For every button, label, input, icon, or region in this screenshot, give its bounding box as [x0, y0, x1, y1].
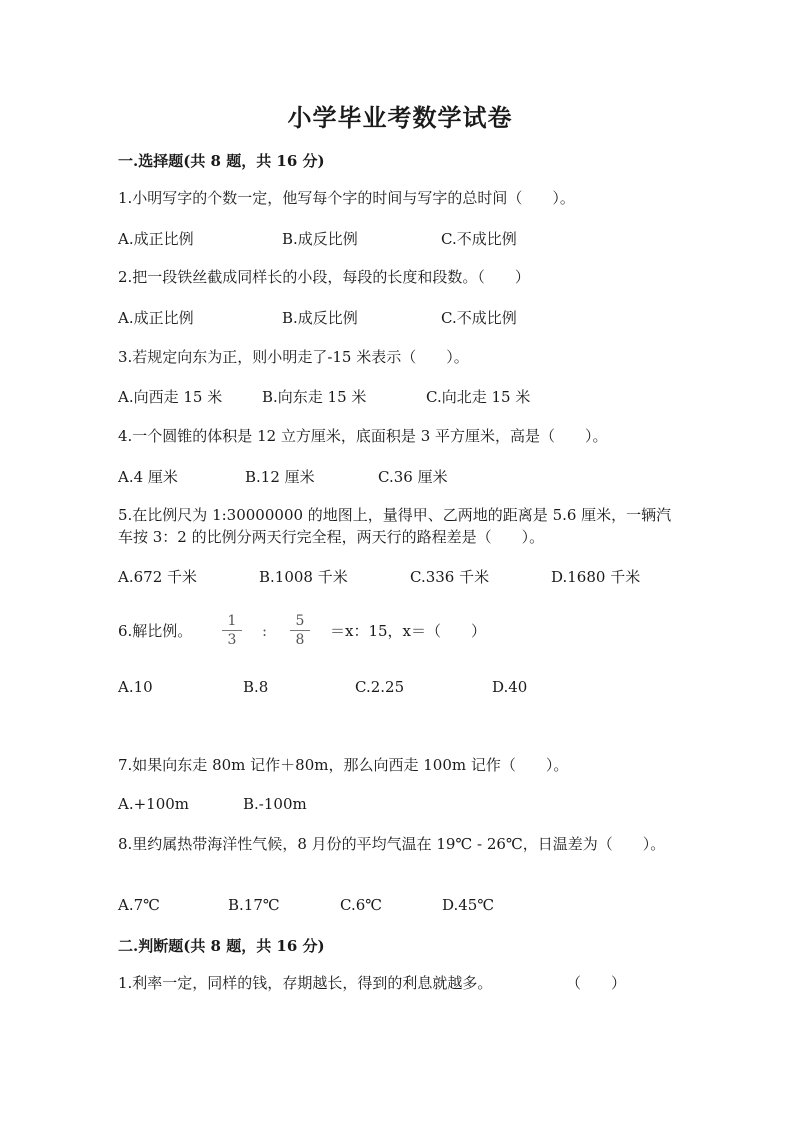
option-8b: B.17℃: [228, 896, 280, 914]
question-1: 1.小明写字的个数一定，他写每个字的时间与写字的总时间（ ）。: [118, 189, 575, 207]
option-5a: A.672 千米: [118, 568, 197, 586]
option-8c: C.6℃: [340, 896, 383, 914]
question-2: 2.把一段铁丝截成同样长的小段，每段的长度和段数。（ ）: [118, 268, 530, 286]
option-4c: C.36 厘米: [378, 468, 448, 486]
option-5c: C.336 千米: [410, 568, 490, 586]
fraction-five-eighths: [290, 612, 310, 649]
option-5d: D.1680 千米: [551, 568, 641, 586]
ratio-colon: :: [262, 622, 268, 640]
option-8a: A.7℃: [118, 896, 160, 914]
option-6b: B.8: [243, 678, 269, 696]
option-4a: A.4 厘米: [118, 468, 178, 486]
question-7: 7.如果向东走 80m 记作＋80m，那么向西走 100m 记作（ ）。: [118, 756, 569, 774]
fraction-denominator: 8: [295, 632, 305, 648]
judge-question-1: 1.利率一定，同样的钱，存期越长，得到的利息就越多。: [118, 974, 493, 992]
option-3c: C.向北走 15 米: [426, 388, 531, 406]
question-6: 6.解比例。: [118, 622, 193, 640]
option-1a: A.成正比例: [118, 230, 194, 248]
section-heading-choice: 一.选择题(共 8 题，共 16 分): [118, 152, 325, 170]
answer-parentheses: （ ）: [566, 974, 627, 992]
option-3a: A.向西走 15 米: [118, 388, 223, 406]
question-8: 8.里约属热带海洋性气候，8 月份的平均气温在 19℃ - 26℃，日温差为（ ）。: [118, 835, 666, 853]
option-4b: B.12 厘米: [245, 468, 315, 486]
fraction-denominator: 3: [227, 632, 237, 648]
fraction-numerator: 5: [290, 612, 310, 631]
question-6-tail: ＝x：15，x＝（ ）: [330, 622, 487, 640]
question-5: 5.在比例尺为 1:30000000 的地图上，量得甲、乙两地的距离是 5.6 厘米，一辆汽车按 3：2 的比例分两天行完全程，两天行的路程差是（ ）。: [118, 506, 672, 546]
question-3: 3.若规定向东为正，则小明走了-15 米表示（ ）。: [118, 348, 469, 366]
option-6d: D.40: [492, 678, 528, 696]
option-6a: A.10: [118, 678, 153, 696]
fraction-one-third: [222, 612, 242, 649]
exam-title: 小学毕业考数学试卷: [287, 103, 513, 132]
option-2b: B.成反比例: [282, 309, 358, 327]
option-7a: A.+100m: [118, 795, 190, 813]
option-3b: B.向东走 15 米: [262, 388, 367, 406]
option-8d: D.45℃: [442, 896, 495, 914]
question-4: 4.一个圆锥的体积是 12 立方厘米，底面积是 3 平方厘米，高是（ ）。: [118, 427, 608, 445]
section-heading-judge: 二.判断题(共 8 题，共 16 分): [118, 937, 325, 955]
option-1c: C.不成比例: [441, 230, 517, 248]
option-5b: B.1008 千米: [259, 568, 348, 586]
option-6c: C.2.25: [355, 678, 405, 696]
option-2a: A.成正比例: [118, 309, 194, 327]
option-7b: B.-100m: [243, 795, 307, 813]
fraction-numerator: 1: [222, 612, 242, 631]
option-2c: C.不成比例: [441, 309, 517, 327]
option-1b: B.成反比例: [282, 230, 358, 248]
